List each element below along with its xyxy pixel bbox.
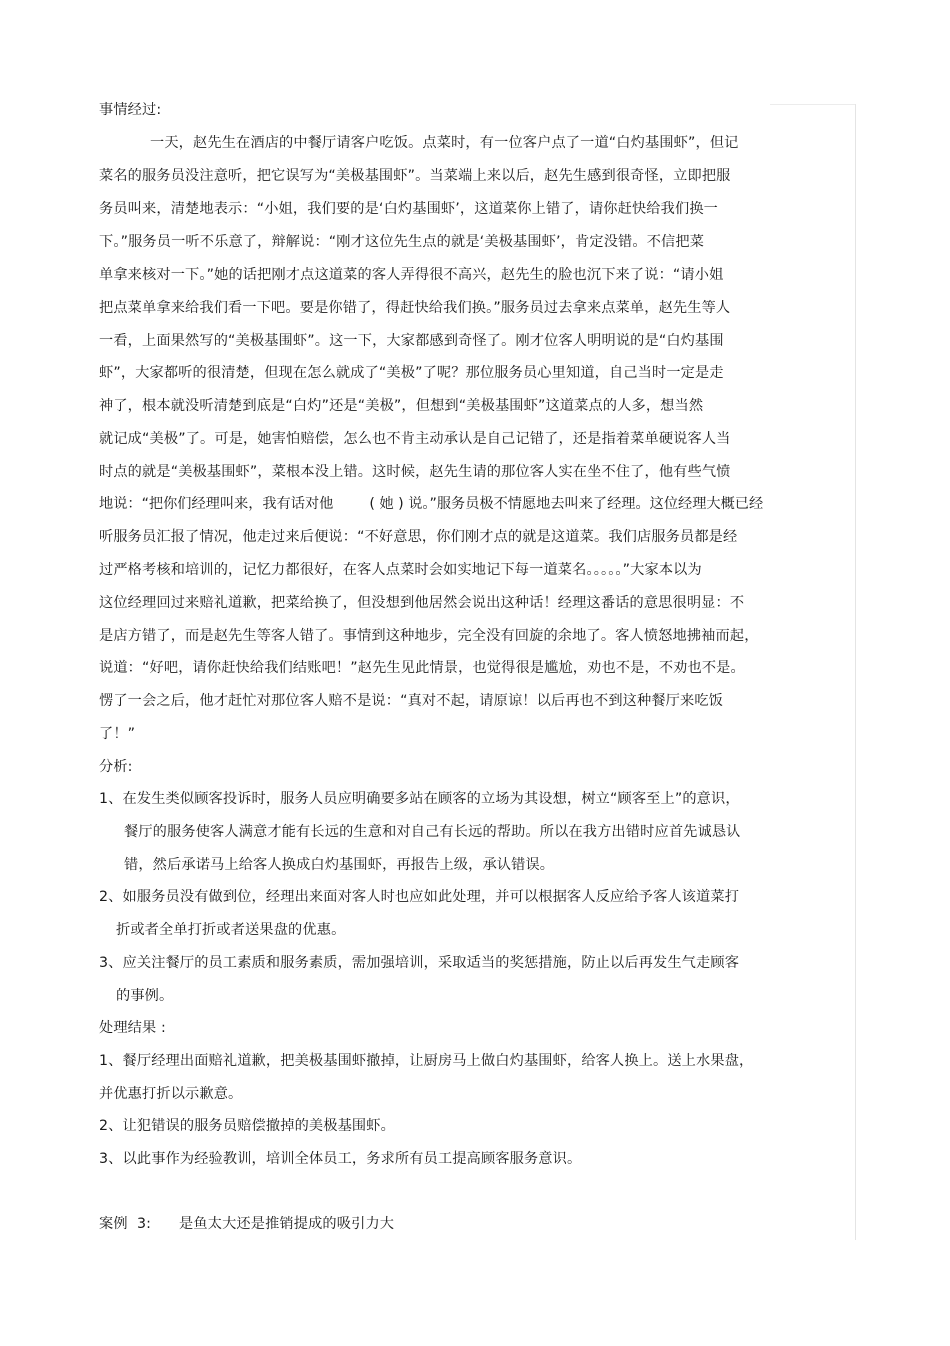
list-item-continuation: 并优惠打折以示歉意。 [99, 1086, 243, 1102]
section-heading-analysis: 分析: [99, 759, 133, 775]
story-line: 单拿来核对一下。”她的话把刚才点这道菜的客人弄得很不高兴，赵先生的脸也沉下来了说：“请小姐 [99, 267, 724, 283]
story-line: 务员叫来，清楚地表示：“小姐，我们要的是‘白灼基围虾’，这道菜你上错了，请你赶快给我们换一 [99, 201, 718, 217]
list-item: 1、在发生类似顾客投诉时，服务人员应明确要多站在顾客的立场为其设想，树立“顾客至上”的意识， [99, 791, 740, 807]
story-line: 就记成“美极”了。可是，她害怕赔偿，怎么也不肯主动承认是自己记错了，还是指着菜单硬说客人当 [99, 431, 731, 447]
story-line: 一看，上面果然写的“美极基围虾”。这一下，大家都感到奇怪了。刚才位客人明明说的是“白灼基围 [99, 333, 724, 349]
list-item: 3、应关注餐厅的员工素质和服务素质，需加强培训，采取适当的奖惩措施，防止以后再发生气走顾客 [99, 955, 740, 971]
story-line: 听服务员汇报了情况，他走过来后便说：“不好意思，你们刚才点的就是这道菜。我们店服务员都是经 [99, 529, 738, 545]
story-line: 这位经理回过来赔礼道歉，把菜给换了，但没想到他居然会说出这种话！经理这番话的意思很明显：不 [99, 595, 745, 611]
story-line: 时点的就是“美极基围虾”，菜根本没上错。这时候，赵先生请的那位客人实在坐不住了，他有些气愤 [99, 464, 731, 480]
story-line: 地说：“把你们经理叫来，我有话对他 ( 她 ) 说。”服务员极不情愿地去叫来了经理。这位经理大概已经 [99, 496, 764, 512]
section-heading-result: 处理结果 : [99, 1020, 166, 1036]
story-line: 神了，根本就没听清楚到底是“白灼”还是“美极”，但想到“美极基围虾”这道菜点的人多，想当然 [99, 398, 704, 414]
story-line: 愣了一会之后，他才赶忙对那位客人赔不是说：“真对不起，请原谅！以后再也不到这种餐厅来吃饭 [99, 693, 724, 709]
story-line: 一天，赵先生在酒店的中餐厅请客户吃饭。点菜时，有一位客户点了一道“白灼基围虾”，但记 [150, 135, 739, 151]
section-heading-background: 事情经过: [99, 102, 162, 118]
story-line: 虾”，大家都听的很清楚，但现在怎么就成了“美极”了呢？那位服务员心里知道，自己当时一定是走 [99, 365, 724, 381]
page-frame-top [770, 104, 856, 105]
list-item: 3、以此事作为经验教训，培训全体员工，务求所有员工提高顾客服务意识。 [99, 1151, 582, 1167]
list-item: 2、如服务员没有做到位，经理出来面对客人时也应如此处理，并可以根据客人反应给予客人该道菜打 [99, 889, 740, 905]
story-line: 说道：“好吧，请你赶快给我们结账吧！”赵先生见此情景，也觉得很是尴尬，劝也不是，不劝也不是。 [99, 660, 745, 676]
list-item-continuation: 的事例。 [116, 988, 174, 1004]
story-line: 了！” [99, 726, 136, 742]
next-case-heading: 案例 3: 是鱼太大还是推销提成的吸引力大 [99, 1216, 395, 1232]
story-line: 下。”服务员一听不乐意了，辩解说：“刚才这位先生点的就是‘美极基围虾’，肯定没错。不信把菜 [99, 234, 705, 250]
list-item: 1、餐厅经理出面赔礼道歉，把美极基围虾撤掉，让厨房马上做白灼基围虾，给客人换上。送上水果盘， [99, 1053, 754, 1069]
list-item: 2、让犯错误的服务员赔偿撤掉的美极基围虾。 [99, 1118, 395, 1134]
story-line: 过严格考核和培训的，记忆力都很好，在客人点菜时会如实地记下每一道菜名。。。。。”大家本以为 [99, 562, 702, 578]
page-frame-right [855, 104, 856, 1240]
list-item-continuation: 折或者全单打折或者送果盘的优惠。 [116, 922, 346, 938]
story-line: 把点菜单拿来给我们看一下吧。要是你错了，得赶快给我们换。”服务员过去拿来点菜单，赵先生等人 [99, 300, 731, 316]
list-item-continuation: 错，然后承诺马上给客人换成白灼基围虾，再报告上级，承认错误。 [124, 857, 555, 873]
list-item-continuation: 餐厅的服务使客人满意才能有长远的生意和对自己有长远的帮助。所以在我方出错时应首先诚恳认 [124, 824, 741, 840]
story-line: 是店方错了，而是赵先生等客人错了。事情到这种地步，完全没有回旋的余地了。客人愤怒地拂袖而起， [99, 628, 759, 644]
story-line: 菜名的服务员没注意听，把它误写为“美极基围虾”。当菜端上来以后，赵先生感到很奇怪，立即把服 [99, 168, 731, 184]
